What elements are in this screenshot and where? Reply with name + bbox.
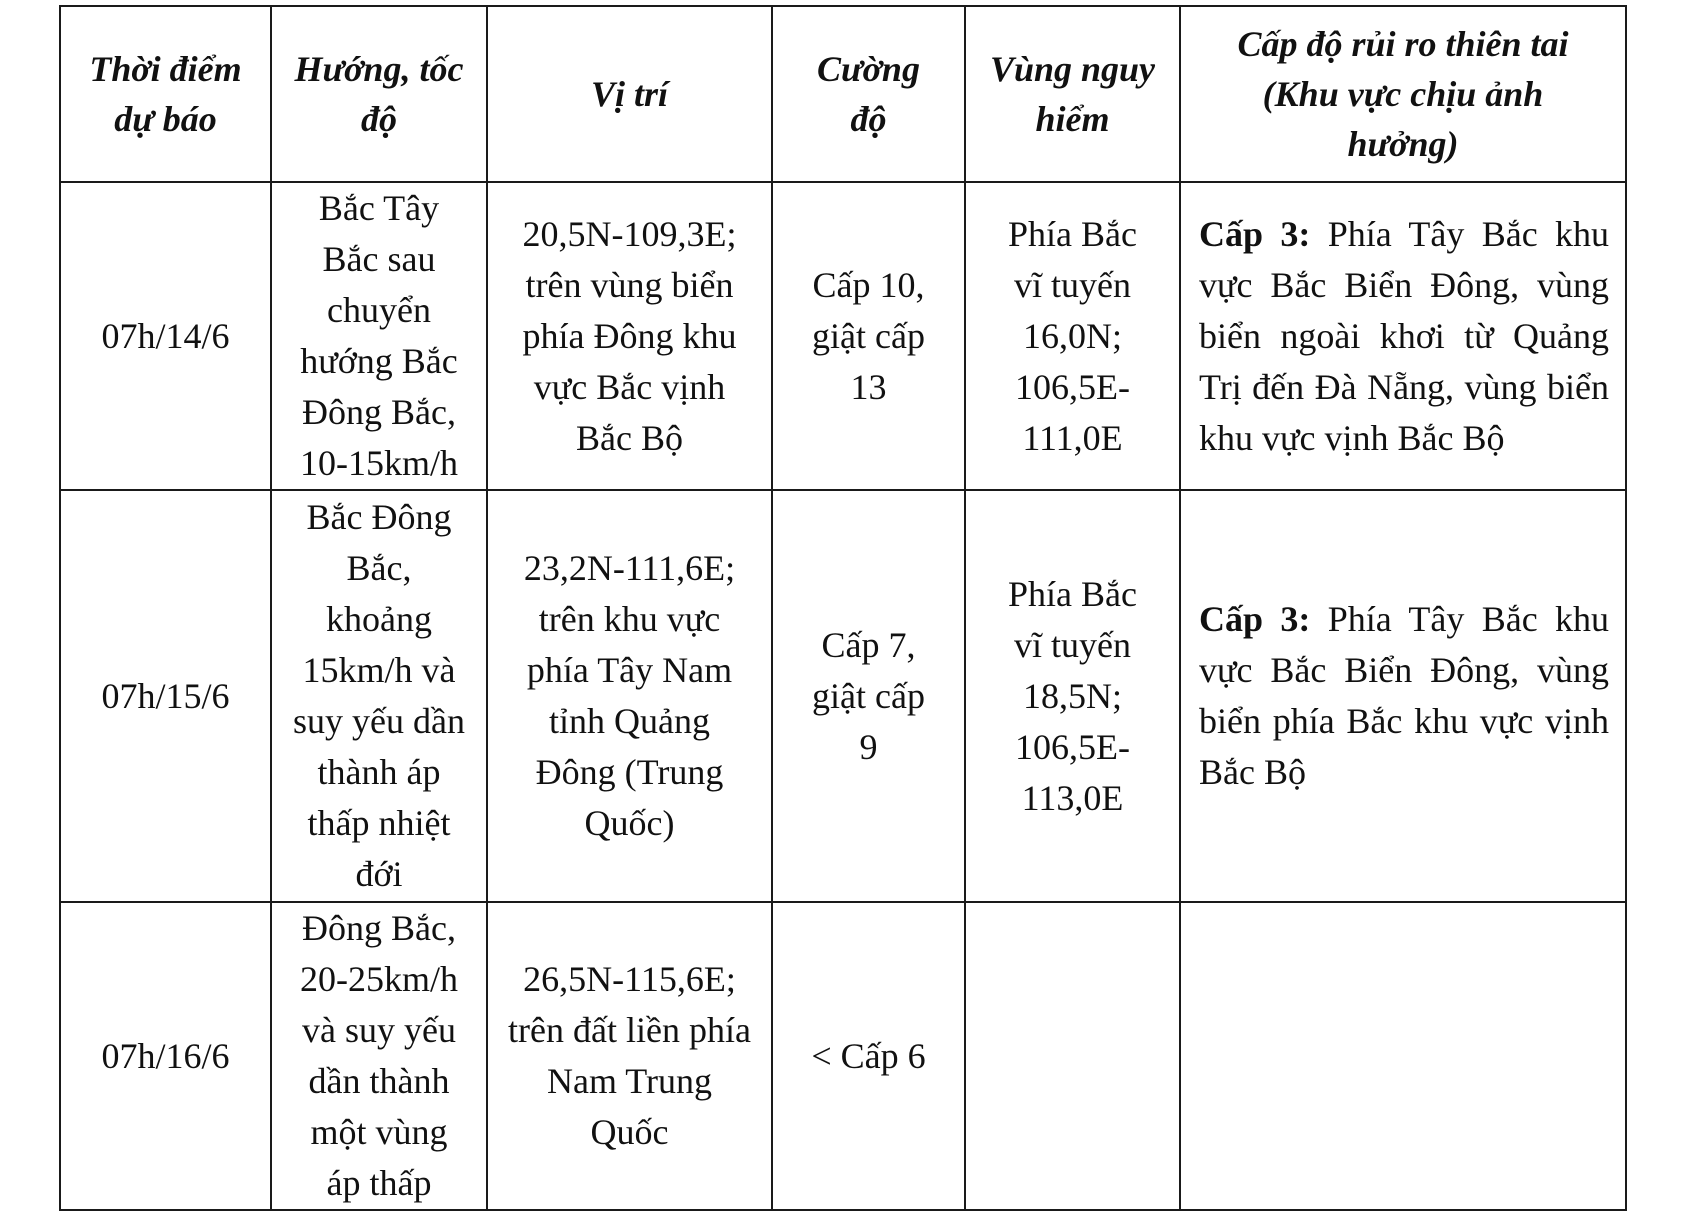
table-row — [60, 902, 1626, 1210]
cell-time: 07h/15/6 — [60, 490, 271, 902]
cell-direction: Bắc Tây Bắc sau chuyển hướng Bắc Đông Bắc, 10-15km/h — [271, 182, 487, 490]
header-risk-level: Cấp độ rủi ro thiên tai (Khu vực chịu ảnh hưởng) — [1180, 6, 1626, 182]
table-row — [60, 182, 1626, 490]
risk-text — [1181, 594, 1625, 798]
cell-risk — [1180, 490, 1626, 902]
cell-time: 07h/16/6 — [60, 902, 271, 1210]
cell-danger-zone: Phía Bắc vĩ tuyến 18,5N; 106,5E-113,0E — [965, 490, 1180, 902]
cell-direction: Bắc Đông Bắc, khoảng 15km/h và suy yếu dần thành áp thấp nhiệt đới — [271, 490, 487, 902]
cell-danger-zone: Phía Bắc vĩ tuyến 16,0N; 106,5E-111,0E — [965, 182, 1180, 490]
cell-risk — [1180, 902, 1626, 1210]
risk-area: Phía Tây Bắc khu vực Bắc Biển Đông, vùng biển phía Bắc khu vực vịnh Bắc Bộ — [1199, 599, 1610, 792]
cell-intensity: < Cấp 6 — [772, 902, 965, 1210]
risk-level-label: Cấp 3: — [1199, 213, 1311, 254]
cell-time: 07h/14/6 — [60, 182, 271, 490]
cell-intensity: Cấp 10, giật cấp 13 — [772, 182, 965, 490]
forecast-table — [59, 5, 1627, 1211]
header-position: Vị trí — [487, 6, 772, 182]
header-danger-zone: Vùng nguy hiểm — [965, 6, 1180, 182]
cell-position: 26,5N-115,6E; trên đất liền phía Nam Trung Quốc — [487, 902, 772, 1210]
risk-level-label: Cấp 3: — [1199, 599, 1311, 639]
header-intensity: Cường độ — [772, 6, 965, 182]
cell-position: 20,5N-109,3E; trên vùng biển phía Đông khu vực Bắc vịnh Bắc Bộ — [487, 182, 772, 490]
cell-danger-zone — [965, 902, 1180, 1210]
cell-position: 23,2N-111,6E; trên khu vực phía Tây Nam tỉnh Quảng Đông (Trung Quốc) — [487, 490, 772, 902]
table-row — [60, 490, 1626, 902]
risk-text — [1181, 209, 1625, 464]
cell-risk — [1180, 182, 1626, 490]
header-direction-speed: Hướng, tốc độ — [271, 6, 487, 182]
cell-intensity: Cấp 7, giật cấp 9 — [772, 490, 965, 902]
risk-area: Phía Tây Bắc khu vực Bắc Biển Đông, vùng biển ngoài khơi từ Quảng Trị đến Đà Nẵng, vùng biển khu vực vịnh Bắc Bộ — [1199, 213, 1610, 458]
table-header-row — [60, 6, 1626, 182]
cell-direction: Đông Bắc, 20-25km/h và suy yếu dần thành một vùng áp thấp — [271, 902, 487, 1210]
header-forecast-time: Thời điểm dự báo — [60, 6, 271, 182]
